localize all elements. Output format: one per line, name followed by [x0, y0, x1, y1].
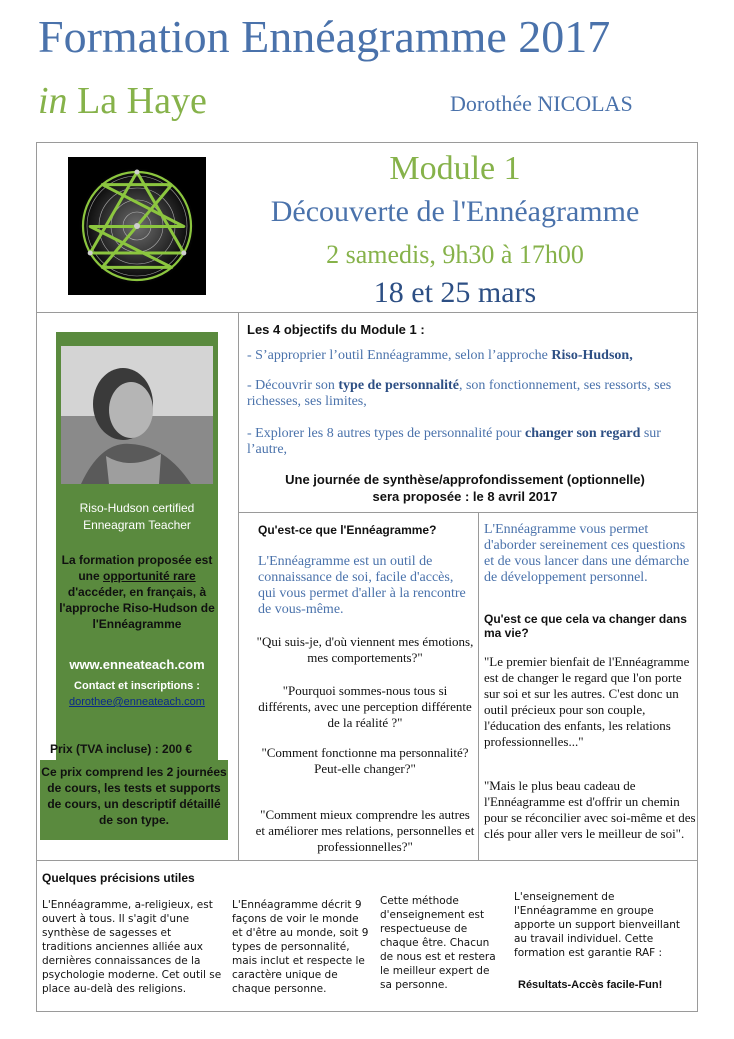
module-schedule: 2 samedis, 9h30 à 17h00: [326, 240, 584, 269]
divider-top: [36, 312, 698, 313]
note-column: L'Ennéagramme, a-religieux, est ouvert à tous. Il s'agit d'une synthèse de sagesses et traditions anciennes alliée aux dernières connaissances de la psychologie moderne. Cet outil se place au-delà des religions.: [42, 899, 222, 995]
benefit-quote: "Le premier bienfait de l'Ennéagramme est de changer le regard que l'on porte sur soi et sur les autres. C'est donc un outil précieux pour son couple, l'éducation des enfants, les relations professionnelles...": [484, 654, 690, 749]
pitch-text-b: d'accéder, en français, à l'approche Riso-Hudson de l'Ennéagramme: [59, 585, 215, 631]
what-changes-heading: Qu'est ce que cela va changer dans ma vie?: [484, 612, 687, 640]
question-quote: "Pourquoi sommes-nous tous si différents, avec une perception différente de la réalité ?": [258, 683, 472, 730]
location-city: La Haye: [77, 80, 207, 122]
enneagram-logo: [68, 157, 206, 295]
right-intro: L'Ennéagramme vous permet d'aborder sereinement ces questions et de vous lancer dans une démarche de développement personnel.: [484, 522, 690, 585]
cert-line-1: Riso-Hudson certified: [79, 501, 195, 515]
pitch-text-a: La formation proposée est une: [61, 553, 213, 583]
question-quote: "Qui suis-je, d'où viennent mes émotions, mes comportements?": [256, 634, 474, 665]
benefit-quote: "Mais le plus beau cadeau de l'Ennéagramme est d'offrir un chemin pour se réconcilier avec soi-même et des clés pour aller vers le meilleur de soi".: [484, 778, 696, 841]
question-quote: "Comment mieux comprendre les autres et améliorer mes relations, personnelles et professionnelles?": [255, 807, 475, 854]
enneagram-symbol-icon: [68, 157, 206, 295]
contact-label: Contact et inscriptions :: [74, 680, 200, 692]
divider-sidebar: [238, 312, 239, 860]
objectives-heading: Les 4 objectifs du Module 1 :: [247, 322, 425, 337]
objective-item: - Explorer les 8 autres types de personnalité pour changer son regard sur l’autre,: [247, 426, 661, 457]
note-column: L'enseignement de l'Ennéagramme en groupe apporte un support bienveillant au travail individuel. Cette formation est garantie RAF :: [514, 891, 681, 959]
email-link[interactable]: dorothee@enneateach.com: [69, 696, 205, 708]
teacher-photo: [61, 346, 213, 484]
raf-slogan: Résultats-Accès facile-Fun!: [518, 979, 663, 991]
note-column: L'Ennéagramme décrit 9 façons de voir le monde et d'être au monde, soit 9 types de personnalité, mais inclut et respecte le caractère unique de chaque personne.: [232, 899, 369, 995]
synthesis-day: [240, 471, 690, 505]
portrait-icon: [61, 346, 213, 484]
question-quote: "Comment fonctionne ma personnalité? Peut-elle changer?": [261, 745, 469, 776]
training-pitch: [56, 552, 218, 632]
location: [38, 82, 207, 120]
module-number: Module 1: [389, 150, 521, 187]
price-details: Ce prix comprend les 2 journées de cours, les tests et supports de cours, un descriptif détaillé de son type.: [41, 765, 227, 827]
what-is-description: L'Ennéagramme est un outil de connaissance de soi, facile d'accès, qui vous permet d'aller à la rencontre de vous-même.: [258, 554, 466, 617]
module-dates: 18 et 25 mars: [373, 276, 537, 309]
objective-item: - Découvrir son type de personnalité, son fonctionnement, ses ressorts, ses richesses, ses limites,: [247, 378, 672, 409]
what-is-heading: Qu'est-ce que l'Ennéagramme?: [258, 523, 437, 537]
objective-item: - S’approprier l’outil Ennéagramme, selon l’approche Riso-Hudson,: [247, 348, 633, 363]
module-title: Découverte de l'Ennéagramme: [270, 195, 640, 228]
author-name: Dorothée NICOLAS: [450, 91, 633, 116]
price-label: Prix (TVA incluse) : 200 €: [50, 742, 193, 756]
pitch-highlight: opportunité rare: [103, 569, 196, 583]
synthesis-line-2: sera proposée : le 8 avril 2017: [372, 489, 558, 504]
location-in: in: [38, 80, 68, 122]
cert-line-2: Enneagram Teacher: [83, 518, 191, 532]
website-link[interactable]: www.enneateach.com: [69, 657, 205, 672]
synthesis-line-1: Une journée de synthèse/approfondissement (optionnelle): [285, 472, 645, 487]
divider-notes: [36, 860, 698, 861]
note-column: Cette méthode d'enseignement est respectueuse de chaque être. Chacun de nous est et restera le meilleur expert de sa personne.: [380, 895, 496, 991]
divider-objectives: [238, 512, 698, 513]
teacher-certification: [56, 500, 218, 534]
notes-heading: Quelques précisions utiles: [42, 871, 195, 885]
divider-columns: [478, 512, 479, 860]
page-title: Formation Ennéagramme 2017: [38, 11, 611, 62]
